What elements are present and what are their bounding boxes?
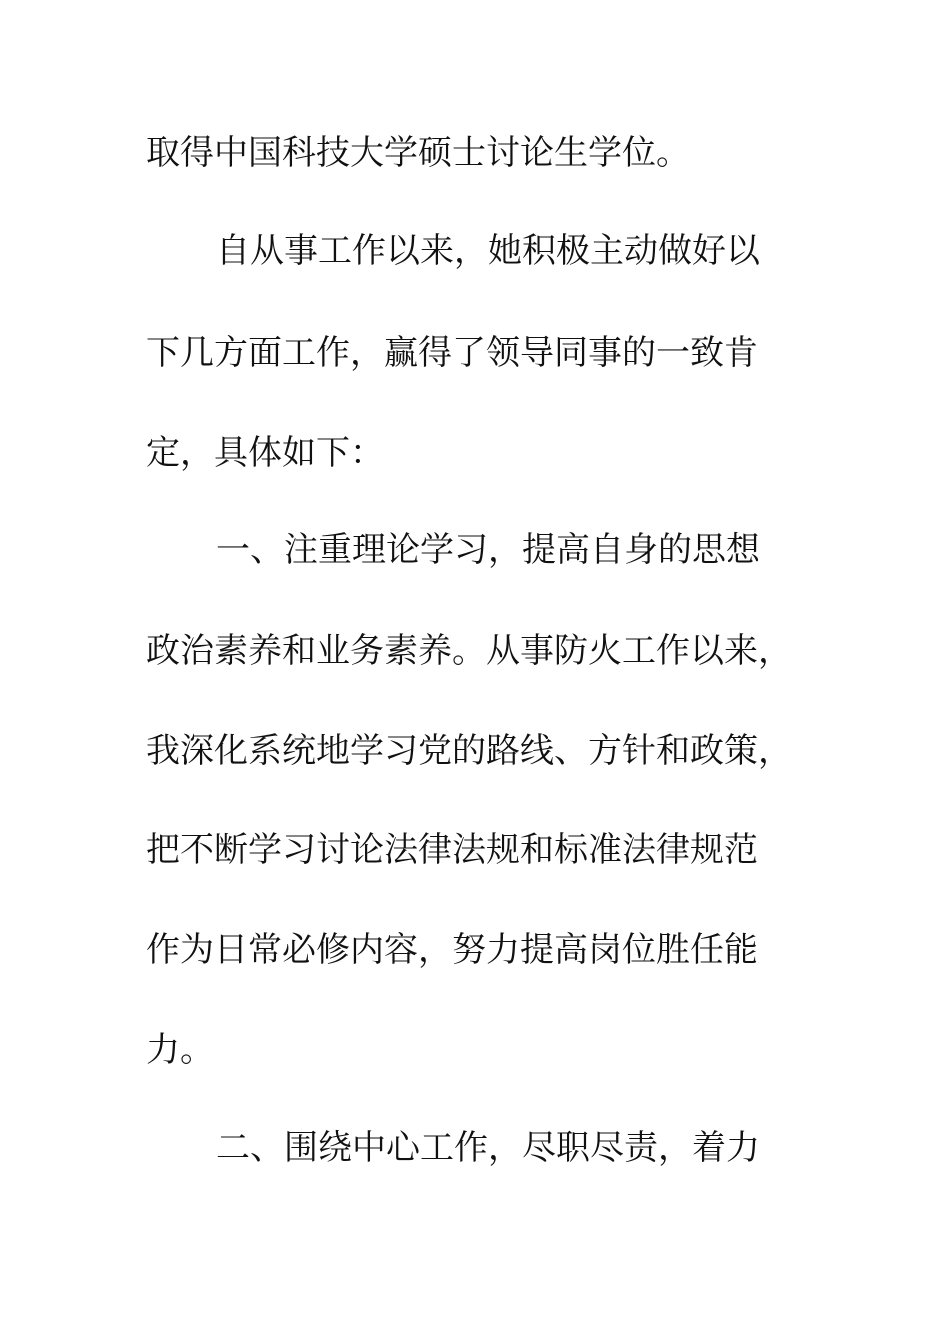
text-line-10: 力。: [146, 1030, 214, 1070]
text-line-3: 下几方面工作，赢得了领导同事的一致肯: [146, 333, 758, 373]
text-line-8: 把不断学习讨论法律法规和标准法律规范: [146, 830, 758, 870]
section-one-heading-line: 一、注重理论学习，提高自身的思想: [216, 530, 760, 570]
text-line-9: 作为日常必修内容，努力提高岗位胜任能: [146, 930, 758, 970]
text-line-1: 取得中国科技大学硕士讨论生学位。: [146, 133, 690, 173]
section-two-heading-line: 二、围绕中心工作，尽职尽责，着力: [216, 1128, 760, 1168]
paragraph-start-line-2: 自从事工作以来，她积极主动做好以: [216, 231, 760, 271]
text-line-6: 政治素养和业务素养。从事防火工作以来，: [146, 631, 792, 671]
text-line-7: 我深化系统地学习党的路线、方针和政策，: [146, 731, 792, 771]
text-line-4: 定，具体如下：: [146, 433, 384, 473]
